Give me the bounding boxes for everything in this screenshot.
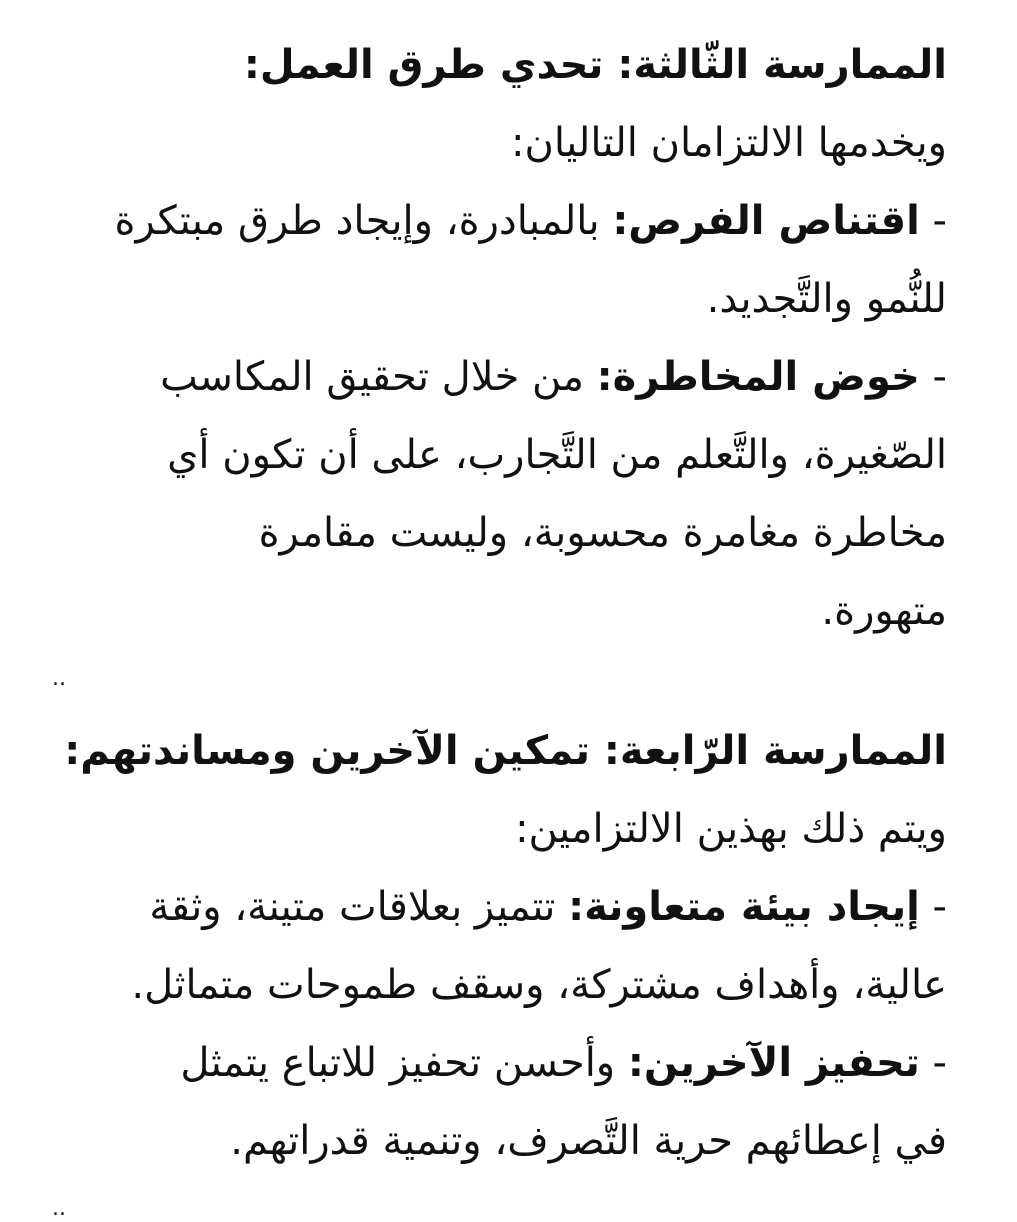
practice3-item2-line1 xyxy=(60,338,947,416)
practice3-item2-title: خوض المخاطرة: xyxy=(596,354,920,400)
practice4-item2-line2: في إعطائهم حرية التَّصرف، وتنمية قدراتهم. xyxy=(230,1118,947,1164)
list-dash: - xyxy=(919,198,947,244)
practice3-item1-line1 xyxy=(60,182,947,260)
practice3-item1-title: اقتناص الفرص: xyxy=(612,198,920,244)
practice4-item2-line1 xyxy=(60,1024,947,1102)
end-separator xyxy=(52,1180,947,1222)
practice3-item2-line3: مخاطرة مغامرة محسوبة، وليست مقامرة xyxy=(258,510,947,556)
practice4-item2-title: تحفيز الآخرين: xyxy=(627,1040,920,1086)
section-separator xyxy=(52,650,947,692)
practice3-item2-line2: الصّغيرة، والتَّعلم من التَّجارب، على أن تكون أي xyxy=(167,432,947,478)
practice4-heading: الممارسة الرّابعة: تمكين الآخرين ومساندتهم: xyxy=(64,728,947,774)
practice3-item1-text: بالمبادرة، وإيجاد طرق مبتكرة xyxy=(114,198,613,244)
end-mark: .. xyxy=(52,1196,66,1221)
practice3-heading: الممارسة الثّالثة: تحدي طرق العمل: xyxy=(243,42,947,88)
practice4-item1-line1 xyxy=(60,868,947,946)
list-dash: - xyxy=(919,354,947,400)
practice4-intro: ويتم ذلك بهذين الالتزامين: xyxy=(515,806,947,852)
practice4-item1-title: إيجاد بيئة متعاونة: xyxy=(568,884,920,930)
list-dash: - xyxy=(919,1040,947,1086)
separator-mark: .. xyxy=(52,666,66,691)
practice3-item2-line4: متهورة. xyxy=(821,588,947,634)
practice3-item1-line2: للنُّمو والتَّجديد. xyxy=(706,276,947,322)
list-dash: - xyxy=(919,884,947,930)
practice3-intro: ويخدمها الالتزامان التاليان: xyxy=(511,120,947,166)
practice3-item2-text: من خلال تحقيق المكاسب xyxy=(160,354,597,400)
practice4-item1-line2: عالية، وأهداف مشتركة، وسقف طموحات متماثل. xyxy=(131,962,947,1008)
practice4-item2-text: وأحسن تحفيز للاتباع يتمثل xyxy=(180,1040,628,1086)
practice4-item1-text: تتميز بعلاقات متينة، وثقة xyxy=(149,884,569,930)
